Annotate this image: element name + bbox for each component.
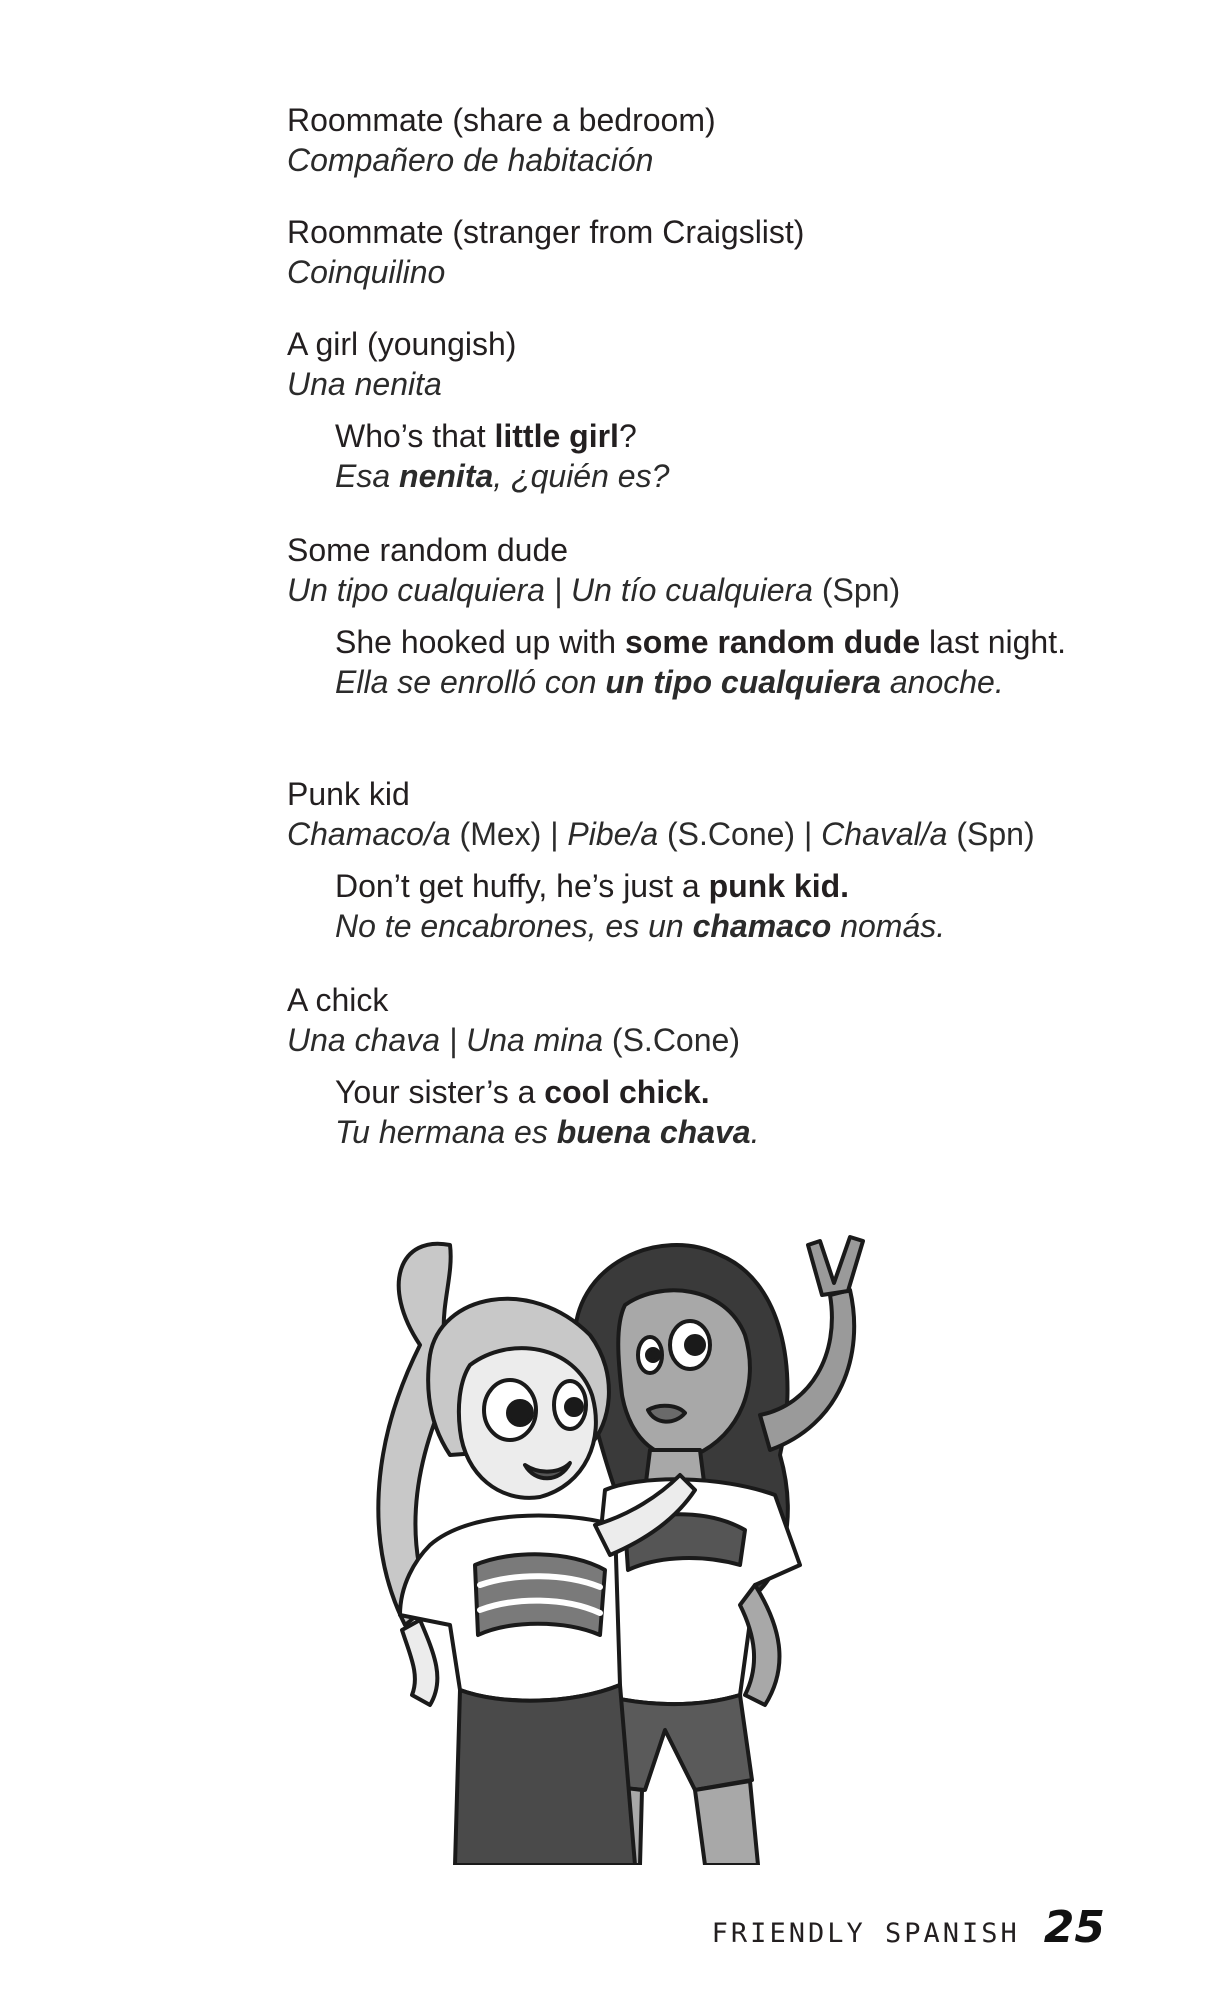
- example: [335, 416, 1107, 496]
- example: [335, 866, 1107, 946]
- example: [335, 622, 1107, 702]
- term-english: A chick: [287, 982, 389, 1018]
- vocab-entry: [287, 100, 1107, 180]
- page-footer: [712, 1902, 1105, 1953]
- example-english: Who’s that little girl?: [335, 418, 637, 454]
- vocab-entry: [287, 324, 1107, 496]
- vocab-entry: [287, 212, 1107, 292]
- term-english: Roommate (stranger from Craigslist): [287, 214, 805, 250]
- vocab-entry: [287, 980, 1107, 1152]
- vocab-entry: [287, 530, 1107, 702]
- term-english: Punk kid: [287, 776, 410, 812]
- two-girls-illustration-icon: [360, 1225, 920, 1865]
- example-english: Don’t get huffy, he’s just a punk kid.: [335, 868, 850, 904]
- term-english: Some random dude: [287, 532, 569, 568]
- book-title: FRIENDLY SPANISH: [711, 1918, 1020, 1949]
- term-spanish: Un tipo cualquiera | Un tío cualquiera (Spn): [287, 572, 901, 608]
- term-spanish: Chamaco/a (Mex) | Pibe/a (S.Cone) | Chaval/a (Spn): [287, 816, 1035, 852]
- example-spanish: No te encabrones, es un chamaco nomás.: [335, 908, 946, 944]
- term-spanish: Una nenita: [287, 366, 442, 402]
- term-english: A girl (youngish): [287, 326, 517, 362]
- example-english: Your sister’s a cool chick.: [335, 1074, 710, 1110]
- term-spanish: Coinquilino: [287, 254, 446, 290]
- term-spanish: Compañero de habitación: [287, 142, 654, 178]
- term-english: Roommate (share a bedroom): [287, 102, 716, 138]
- example-spanish: Ella se enrolló con un tipo cualquiera anoche.: [335, 664, 1004, 700]
- page-number: 25: [1043, 1902, 1105, 1953]
- vocab-entry: [287, 774, 1107, 946]
- example-spanish: Tu hermana es buena chava.: [335, 1114, 760, 1150]
- term-spanish: Una chava | Una mina (S.Cone): [287, 1022, 740, 1058]
- example-spanish: Esa nenita, ¿quién es?: [335, 458, 670, 494]
- example-english: She hooked up with some random dude last night.: [335, 624, 1066, 660]
- example: [335, 1072, 1107, 1152]
